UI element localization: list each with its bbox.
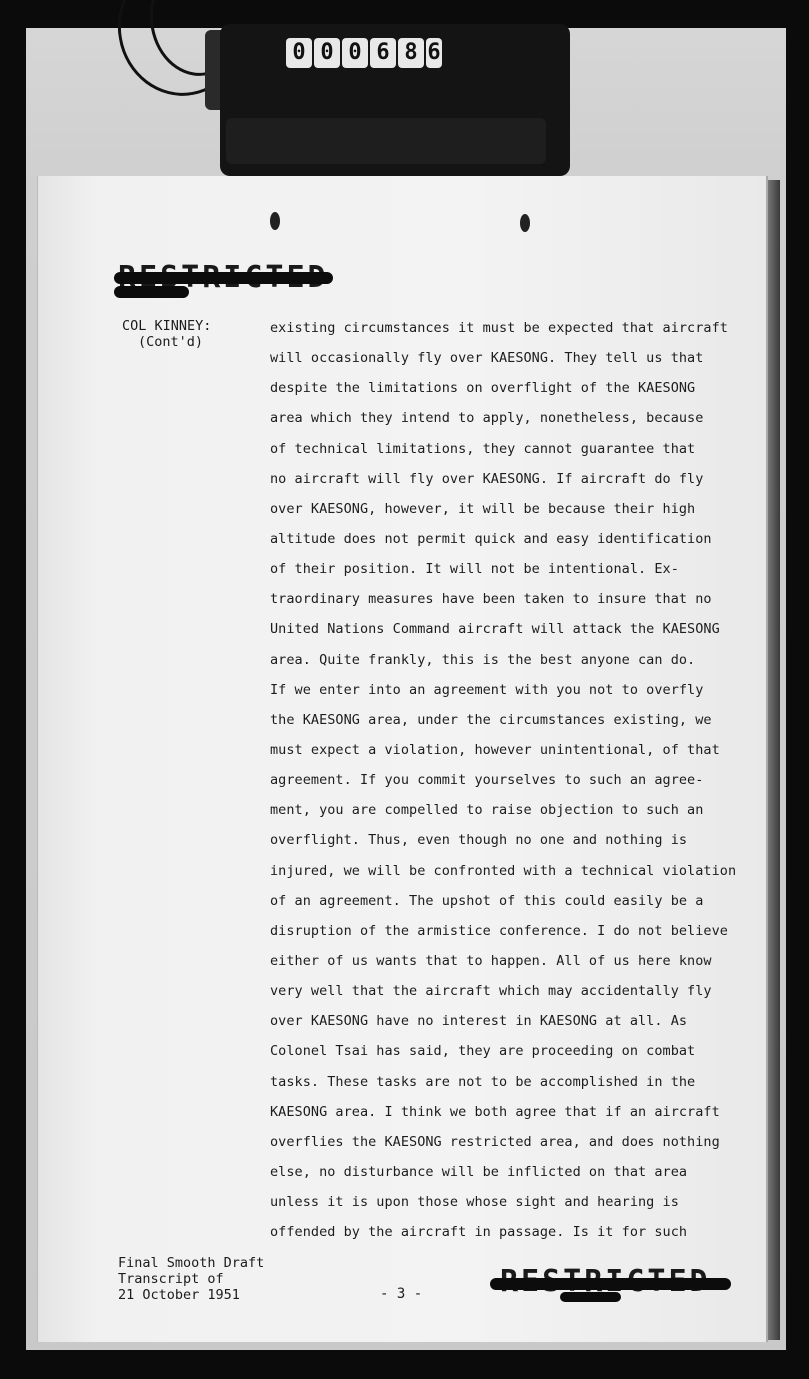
transcript-body [270, 316, 737, 1250]
counter-digit: 6 [370, 38, 396, 68]
text-line: KAESONG area. I think we both agree that if an aircraft [270, 1103, 720, 1120]
text-line: existing circumstances it must be expected that aircraft [270, 320, 728, 336]
speaker-continued: (Cont'd) [138, 334, 204, 350]
text-line: agreement. If you commit yourselves to such an agree- [270, 772, 704, 789]
text-line: offended by the aircraft in passage. Is it for such [270, 1224, 688, 1241]
draft-note-line: 21 October 1951 [118, 1287, 240, 1303]
text-line: disruption of the armistice conference. I do not believe [270, 922, 728, 939]
text-line: tasks. These tasks are not to be accomplished in the [270, 1073, 696, 1090]
counter-digit: 8 [398, 38, 424, 68]
frame-counter-digits [286, 38, 442, 70]
text-line: very well that the aircraft which may accidentally fly [270, 983, 712, 1000]
counter-digit: 6 [426, 38, 442, 68]
binder-hole [520, 214, 530, 232]
text-line: must expect a violation, however unintentional, of that [270, 741, 720, 758]
counter-digit: 0 [314, 38, 340, 68]
text-line: else, no disturbance will be inflicted on that area [270, 1163, 688, 1180]
text-line: unless it is upon those whose sight and hearing is [270, 1194, 679, 1211]
text-line: overflies the KAESONG restricted area, and does nothing [270, 1133, 720, 1150]
text-line: altitude does not permit quick and easy identification [270, 530, 712, 547]
speaker-name: COL KINNEY: [122, 318, 212, 334]
text-line: despite the limitations on overflight of the KAESONG [270, 380, 696, 397]
text-line: area. Quite frankly, this is the best anyone can do. [270, 651, 696, 668]
text-line: United Nations Command aircraft will attack the KAESONG [270, 621, 720, 638]
text-line: injured, we will be confronted with a technical violation [270, 862, 737, 879]
text-line: of technical limitations, they cannot guarantee that [270, 440, 696, 457]
restricted-stamp-top [118, 260, 329, 295]
speaker-label [122, 318, 211, 350]
text-line: area which they intend to apply, nonetheless, because [270, 410, 704, 427]
text-line: traordinary measures have been taken to insure that no [270, 591, 712, 608]
redaction-bar [490, 1278, 731, 1290]
text-line: If we enter into an agreement with you not to overfly [270, 681, 704, 698]
draft-note-line: Transcript of [118, 1271, 224, 1287]
page-edge-shadow [764, 180, 780, 1340]
restricted-stamp-bottom [500, 1264, 711, 1299]
binder-hole [270, 212, 280, 230]
text-line: no aircraft will fly over KAESONG. If aircraft do fly [270, 470, 704, 487]
text-line: either of us wants that to happen. All of us here know [270, 952, 712, 969]
text-line: of an agreement. The upshot of this could easily be a [270, 892, 704, 909]
redaction-bar [114, 272, 333, 284]
text-line: ment, you are compelled to raise objection to such an [270, 802, 704, 819]
text-line: overflight. Thus, even though no one and nothing is [270, 832, 688, 849]
text-line: will occasionally fly over KAESONG. They tell us that [270, 350, 704, 367]
text-line: of their position. It will not be intentional. Ex- [270, 561, 679, 578]
counter-digit: 0 [342, 38, 368, 68]
counter-digit: 0 [286, 38, 312, 68]
counter-base [226, 118, 546, 164]
page-number: - 3 - [380, 1286, 423, 1302]
redaction-bar [114, 286, 189, 298]
draft-note [118, 1255, 264, 1303]
text-line: over KAESONG, however, it will be because their high [270, 500, 696, 517]
draft-note-line: Final Smooth Draft [118, 1255, 265, 1271]
text-line: Colonel Tsai has said, they are proceeding on combat [270, 1043, 696, 1060]
redaction-bar [560, 1292, 621, 1302]
text-line: over KAESONG have no interest in KAESONG at all. As [270, 1013, 688, 1030]
text-line: the KAESONG area, under the circumstances existing, we [270, 711, 712, 728]
